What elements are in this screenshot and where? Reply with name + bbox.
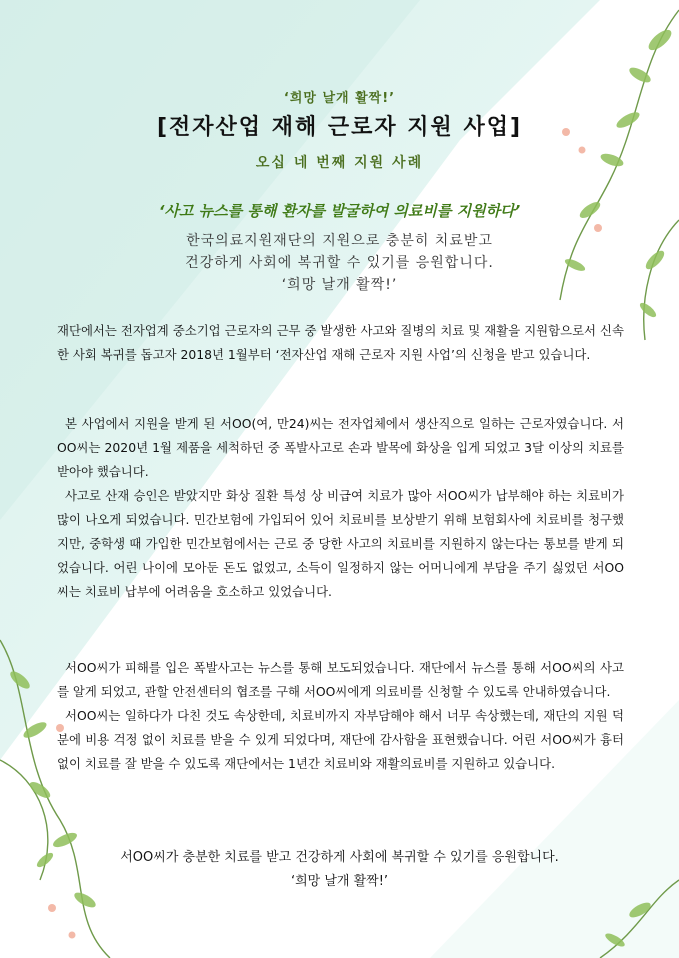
page-title: [전자산업 재해 근로자 지원 사업] [156,115,523,140]
paragraph-intro: 재단에서는 전자업계 중소기업 근로자의 근무 중 발생한 사고와 질병의 치료 및 재활을 지원함으로서 신속한 사회 복귀를 돕고자 2018년 1월부터 ‘전자산업 재해 근로자 지원 사업’의 신청을 받고 있습니다. [57,323,624,362]
closing-line-2: ‘희망 날개 활짝!’ [290,874,389,889]
paragraph-support-a: 서OO씨가 피해를 입은 폭발사고는 뉴스를 통해 보도되었습니다. 재단에서 뉴스를 통해 서OO씨의 사고를 알게 되었고, 관할 안전센터의 협조를 구해 서OO씨에게 의료비를 신청할 수 있도록 안내하였습니다. [57,660,624,699]
paragraph-support [57,656,624,776]
support-line-3: ‘희망 날개 활짝!’ [281,277,398,293]
paragraph-support-b: 서OO씨는 일하다가 다친 것도 속상한데, 치료비까지 자부담해야 해서 너무 속상했는데, 재단의 지원 덕분에 비용 걱정 없이 치료를 받을 수 있게 되었다며, 재단에 감사함을 표현했습니다. 어린 서OO씨가 흉터 없이 치료를 잘 받을 수 있도록 재단에서는 1년간 치료비와 재활의료비를 지원하고 있습니다. [57,708,624,771]
paragraph-case-a: 본 사업에서 지원을 받게 된 서OO(여, 만24)씨는 전자업체에서 생산직으로 일하는 근로자였습니다. 서OO씨는 2020년 1월 제품을 세척하던 중 폭발사고로 손과 발목에 화상을 입게 되었고 3달 이상의 치료를 받아야 했습니다. [57,416,624,479]
closing-message [0,846,679,894]
case-subtitle: 오십 네 번째 지원 사례 [255,155,424,171]
paragraph-case-b: 사고로 산재 승인은 받았지만 화상 질환 특성 상 비급여 치료가 많아 서OO씨가 납부해야 하는 치료비가 많이 나오게 되었습니다. 민간보험에 가입되어 있어 치료비를 보상받기 위해 보험회사에 치료비를 청구했지만, 중학생 때 가입한 민간보험에서는 근로 중 당한 사고의 치료비를 지원하지 않는다는 통보를 받게 되었습니다. 어린 나이에 모아둔 돈도 없었고, 소득이 일정하지 않는 어머니에게 부담을 주기 싫었던 서OO씨는 치료비 납부에 어려움을 호소하고 있었습니다. [57,488,624,599]
headline-quote: ‘사고 뉴스를 통해 환자를 발굴하여 의료비를 지원하다’ [158,202,521,220]
support-message [0,230,679,296]
paragraph-case [57,412,624,604]
closing-line-1: 서OO씨가 충분한 치료를 받고 건강하게 사회에 복귀할 수 있기를 응원합니다. [120,850,559,865]
tagline: ‘희망 날개 활짝!’ [283,91,396,106]
support-line-1: 한국의료지원재단의 지원으로 충분히 치료받고 [186,233,493,249]
support-line-2: 건강하게 사회에 복귀할 수 있기를 응원합니다. [185,255,494,271]
